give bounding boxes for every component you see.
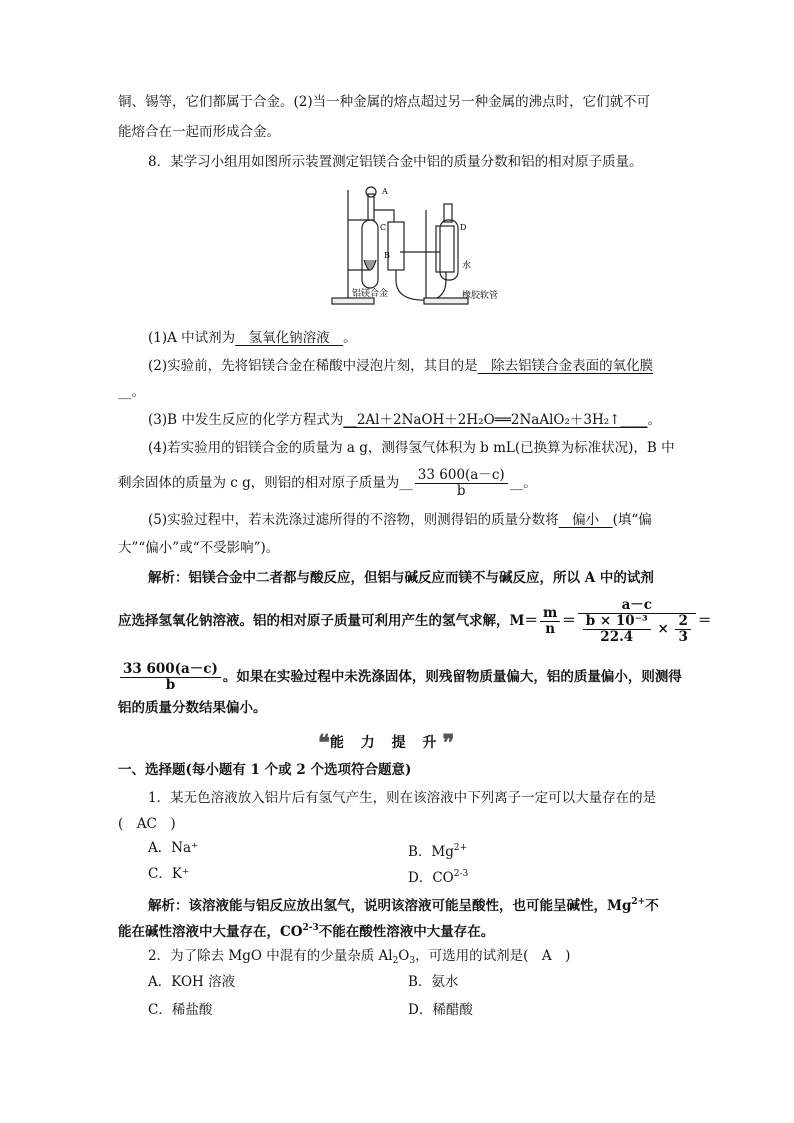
mc1-option-a: A．Na⁺ [148, 840, 199, 856]
q8-part-5-line-2: 大”“偏小”或“不受影响”)。 [118, 540, 280, 556]
label-a: A [382, 187, 388, 196]
p2-pre: (2)实验前，先将铝镁合金在稀酸中浸泡片刻，其目的是 [148, 358, 478, 374]
q8-part-2 [148, 356, 653, 376]
mc2-option-c: C．稀盐酸 [148, 1002, 213, 1018]
q8-analysis-line-2: 应选择氢氧化钠溶液。铝的相对原子质量可利用产生的氢气求解，M＝ $\frac{m}{n}$ ＝ a－c $\frac{\text{b × 10⁻³}}{22.4}$ × $\frac{2}{3}$ ＝ [118, 597, 712, 645]
q8-part-1 [148, 328, 357, 348]
label-tube: 橡胶软管 [462, 291, 499, 301]
label-water: 水 [462, 261, 472, 271]
mc2-option-d: D．稀醋酸 [408, 1002, 473, 1018]
p4-pre: 剩余固体的质量为 c g，则铝的相对原子质量为__ [118, 475, 413, 491]
mc1-analysis-1: 解析：该溶液能与铝反应放出氢气，说明该溶液可能呈酸性，也可能呈碱性，$Mg^{2+}$不 [148, 897, 659, 914]
p1-pre: (1)A 中试剂为 [148, 330, 236, 346]
mc1-option-d: D．CO$^{2-3}$ [408, 869, 469, 886]
q8-part-2-cont: __。 [118, 384, 145, 400]
p3-pre: (3)B 中发生反应的化学方程式为 [148, 412, 344, 428]
p4-fraction: $\frac{33 600(a-c)}{b}$ [415, 468, 508, 499]
big-fraction: a－c $\frac{\text{b × 10⁻³}}{22.4}$ × $\frac{2}{3}$ [578, 598, 696, 645]
q8-analysis-line-4: 铝的质量分数结果偏小。 [118, 700, 267, 716]
section-title: 一、选择题(每小题有 1 个或 2 个选项符合题意) [118, 762, 412, 778]
p4-post: __。 [509, 475, 537, 491]
label-b: B [384, 251, 390, 260]
mc2-option-b: B．氨水 [408, 974, 459, 990]
q8-part-4-line-1: (4)若实验用的铝镁合金的质量为 a g，测得氢气体积为 b mL(已换算为标准状况)，B 中 [148, 440, 675, 456]
apparatus-diagram [330, 180, 510, 310]
p5-pre: (5)实验过程中，若未洗涤过滤所得的不溶物，则测得铝的质量分数将 [148, 512, 559, 528]
quote-close-icon: ❞ [442, 730, 455, 756]
mc1-analysis-2: 能在碱性溶液中大量存在，CO$^{2-3}$不能在酸性溶液中大量存在。 [118, 923, 495, 940]
intro-line-2: 能熔合在一起而形成合金。 [118, 124, 280, 140]
q8-stem: 8．某学习小组用如图所示装置测定铝镁合金中铝的质量分数和铝的相对原子质量。 [148, 154, 643, 170]
p1-post: 。 [343, 330, 357, 346]
mc1-option-b: B．$Mg^{2+}$ [408, 843, 468, 860]
q8-analysis-line-3: $\frac{33 600(a-c)}{b}$ 。如果在实验过程中未洗涤固体，则残留物质量偏大，铝的质量偏小，则测得 [118, 662, 682, 693]
mc1-stem-2: ( AC ) [118, 816, 176, 832]
p3-answer: __2Al＋2NaOH＋2H₂O══2NaAlO₂＋3H₂↑____ [343, 412, 648, 428]
mc1-option-c: C．K⁺ [148, 866, 190, 882]
label-alloy: 铝镁合金 [352, 289, 389, 299]
quote-open-icon: ❝ [318, 730, 330, 756]
analysis-fraction: $\frac{33 600(a-c)}{b}$ [120, 662, 221, 693]
label-c: C [380, 223, 387, 232]
label-d: D [460, 223, 467, 232]
q8-part-4-line-2 [118, 468, 537, 499]
banner-text: 能 力 提 升 [329, 735, 443, 751]
p5-post: (填“偏 [612, 512, 652, 528]
analysis-pre: 应选择氢氧化钠溶液。铝的相对原子质量可利用产生的氢气求解，M＝ [118, 613, 538, 629]
p2-answer: 除去铝镁合金表面的氧化膜 [477, 358, 654, 374]
mc1-stem-1: 1．某无色溶液放入铝片后有氢气产生，则在该溶液中下列离子一定可以大量存在的是 [148, 790, 657, 806]
p1-answer: 氢氧化钠溶液 [235, 330, 344, 346]
m-over-n: $\frac{m}{n}$ [540, 606, 560, 637]
q8-analysis-line-1: 解析：铝镁合金中二者都与酸反应，但铝与碱反应而镁不与碱反应，所以 A 中的试剂 [148, 570, 654, 586]
mc2-option-a: A．KOH 溶液 [148, 974, 236, 990]
p3-post: 。 [647, 412, 661, 428]
mc2-stem: 2．为了除去 MgO 中混有的少量杂质 $Al_2O_3$，可选用的试剂是( A ) [148, 948, 571, 966]
q8-part-3 [148, 410, 661, 430]
q8-part-5-line-1 [148, 510, 652, 530]
p5-answer: 偏小 [558, 512, 613, 528]
section-banner [318, 730, 454, 756]
intro-line-1: 铜、锡等，它们都属于合金。(2)当一种金属的熔点超过另一种金属的沸点时，它们就不可 [118, 94, 651, 110]
